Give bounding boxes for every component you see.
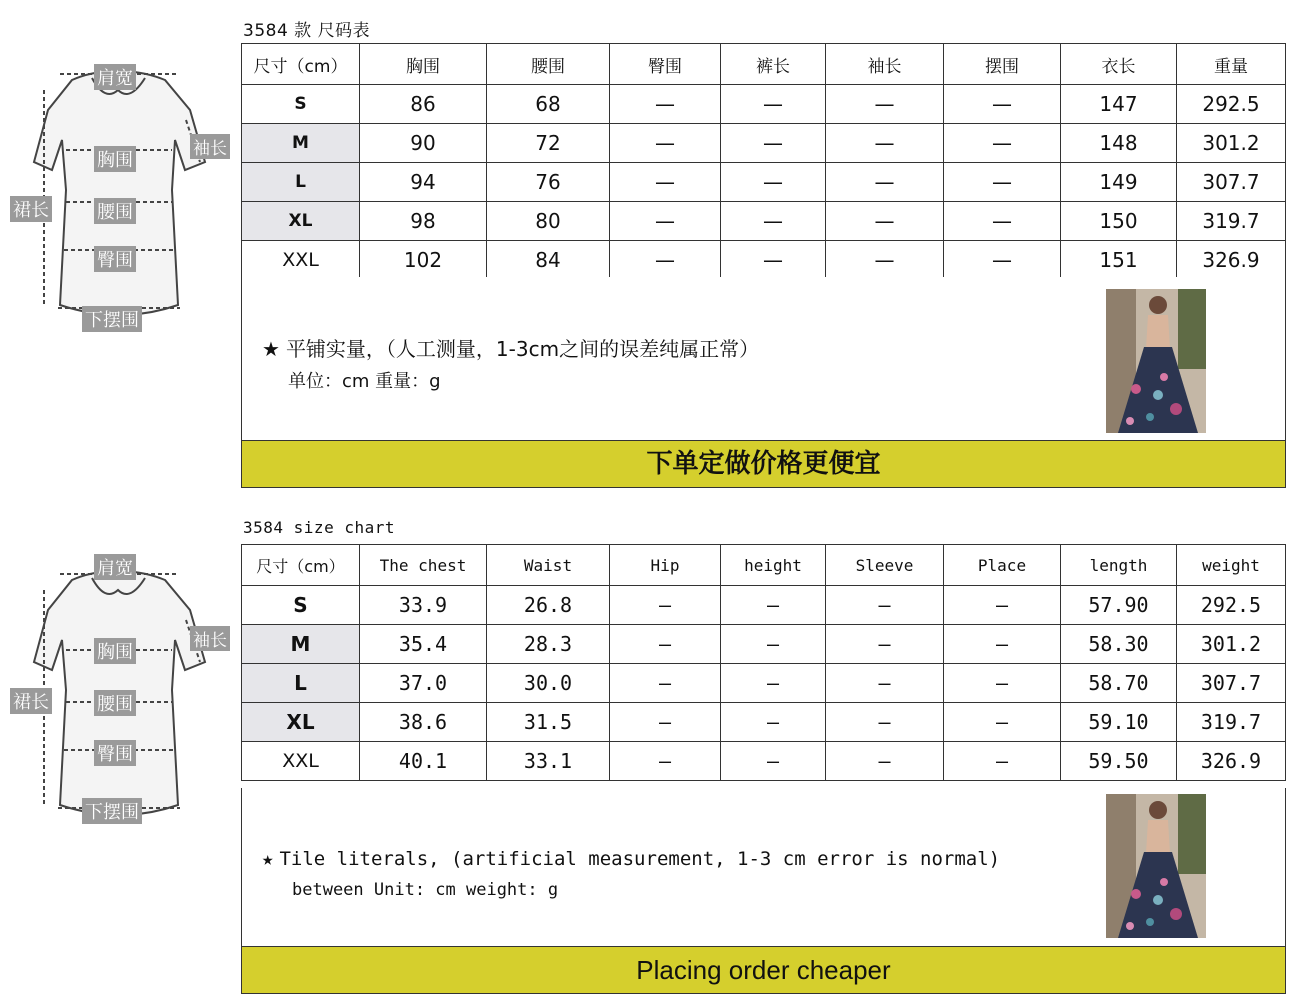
weight-cell: 292.5 — [1177, 586, 1286, 625]
waist-cell: 33.1 — [487, 742, 610, 781]
pants-length-cell: — — [721, 124, 826, 163]
sleeve-cell: — — [826, 124, 944, 163]
length-cell: 57.90 — [1061, 586, 1177, 625]
size-cell: L — [242, 163, 360, 202]
size-cell: XXL — [242, 241, 360, 280]
chest-cell: 40.1 — [360, 742, 487, 781]
waist-cell: 31.5 — [487, 703, 610, 742]
header-weight: weight — [1177, 545, 1286, 586]
table-row — [242, 703, 1286, 742]
weight-cell: 307.7 — [1177, 664, 1286, 703]
header-height: height — [721, 545, 826, 586]
table-row — [242, 163, 1286, 202]
sleeve-cell: — — [826, 163, 944, 202]
diagram-label-skirt-length: 裙长 — [10, 688, 52, 714]
height-cell: — — [721, 586, 826, 625]
hip-cell: — — [610, 664, 721, 703]
product-photo — [1106, 289, 1206, 433]
pants-length-cell: — — [721, 241, 826, 280]
sleeve-cell: — — [826, 586, 944, 625]
table-row — [242, 625, 1286, 664]
header-chest: The chest — [360, 545, 487, 586]
hip-cell: — — [610, 124, 721, 163]
header-length: length — [1061, 545, 1177, 586]
height-cell: — — [721, 625, 826, 664]
header-waist: Waist — [487, 545, 610, 586]
waist-cell: 84 — [487, 241, 610, 280]
diagram-label-hem: 下摆围 — [82, 306, 142, 332]
chest-cell: 33.9 — [360, 586, 487, 625]
pants-length-cell: — — [721, 85, 826, 124]
height-cell: — — [721, 742, 826, 781]
size-cell: XL — [242, 703, 360, 742]
chest-cell: 102 — [360, 241, 487, 280]
hem-cell: — — [944, 124, 1061, 163]
hip-cell: — — [610, 625, 721, 664]
chest-cell: 37.0 — [360, 664, 487, 703]
header-length: 衣长 — [1061, 44, 1177, 85]
hem-cell: — — [944, 163, 1061, 202]
table-row — [242, 241, 1286, 280]
diagram-label-chest: 胸围 — [94, 146, 136, 172]
dress-diagram — [0, 50, 240, 350]
length-cell: 149 — [1061, 163, 1177, 202]
diagram-label-waist: 腰围 — [94, 198, 136, 224]
measurement-note-text: Tile literals, (artificial measurement, 1-3 cm error is normal) — [279, 848, 1001, 870]
waist-cell: 72 — [487, 124, 610, 163]
waist-cell: 68 — [487, 85, 610, 124]
length-cell: 148 — [1061, 124, 1177, 163]
diagram-label-shoulder: 肩宽 — [94, 64, 136, 90]
sleeve-cell: — — [826, 703, 944, 742]
size-table — [241, 544, 1286, 781]
header-weight: 重量 — [1177, 44, 1286, 85]
product-photo-art — [1106, 289, 1206, 433]
weight-cell: 326.9 — [1177, 742, 1286, 781]
sleeve-cell: — — [826, 625, 944, 664]
header-waist: 腰围 — [487, 44, 610, 85]
chart-caption: 3584 款 尺码表 — [243, 21, 371, 41]
diagram-label-sleeve: 袖长 — [190, 134, 230, 159]
pants-length-cell: — — [721, 163, 826, 202]
order-banner: 下单定做价格更便宜 — [241, 440, 1286, 488]
waist-cell: 30.0 — [487, 664, 610, 703]
hip-cell: — — [610, 703, 721, 742]
hem-cell: — — [944, 241, 1061, 280]
length-cell: 147 — [1061, 85, 1177, 124]
star-icon: ★ — [262, 848, 274, 870]
table-row — [242, 742, 1286, 781]
size-cell: S — [242, 586, 360, 625]
hip-cell: — — [610, 202, 721, 241]
height-cell: — — [721, 664, 826, 703]
note-box — [241, 277, 1286, 441]
diagram-label-hip: 臀围 — [94, 246, 136, 272]
size-cell: M — [242, 625, 360, 664]
hip-cell: — — [610, 586, 721, 625]
size-table — [241, 43, 1286, 280]
height-cell: — — [721, 703, 826, 742]
waist-cell: 28.3 — [487, 625, 610, 664]
chest-cell: 90 — [360, 124, 487, 163]
header-size: 尺寸（cm） — [242, 545, 360, 586]
pants-length-cell: — — [721, 202, 826, 241]
table-header-row — [242, 545, 1286, 586]
sleeve-cell: — — [826, 241, 944, 280]
header-hip: Hip — [610, 545, 721, 586]
sleeve-cell: — — [826, 85, 944, 124]
measurement-note — [262, 848, 1000, 870]
chest-cell: 94 — [360, 163, 487, 202]
place-cell: — — [944, 664, 1061, 703]
size-cell: M — [242, 124, 360, 163]
hip-cell: — — [610, 241, 721, 280]
hip-cell: — — [610, 85, 721, 124]
weight-cell: 319.7 — [1177, 202, 1286, 241]
size-cell: XL — [242, 202, 360, 241]
sleeve-cell: — — [826, 664, 944, 703]
header-hip: 臀围 — [610, 44, 721, 85]
length-cell: 59.50 — [1061, 742, 1177, 781]
weight-cell: 326.9 — [1177, 241, 1286, 280]
length-cell: 151 — [1061, 241, 1177, 280]
hem-cell: — — [944, 85, 1061, 124]
header-sleeve: 袖长 — [826, 44, 944, 85]
chest-cell: 38.6 — [360, 703, 487, 742]
diagram-label-hem: 下摆围 — [82, 798, 142, 824]
length-cell: 58.30 — [1061, 625, 1177, 664]
dress-diagram — [0, 550, 240, 850]
table-row — [242, 202, 1286, 241]
diagram-label-sleeve: 袖长 — [190, 626, 230, 651]
chest-cell: 98 — [360, 202, 487, 241]
header-place: Place — [944, 545, 1061, 586]
waist-cell: 80 — [487, 202, 610, 241]
weight-cell: 292.5 — [1177, 85, 1286, 124]
hip-cell: — — [610, 163, 721, 202]
chest-cell: 35.4 — [360, 625, 487, 664]
weight-cell: 301.2 — [1177, 625, 1286, 664]
star-icon: ★ — [262, 337, 280, 361]
product-photo-art — [1106, 794, 1206, 938]
header-chest: 胸围 — [360, 44, 487, 85]
diagram-label-hip: 臀围 — [94, 740, 136, 766]
unit-note: between Unit: cm weight: g — [292, 880, 559, 900]
place-cell: — — [944, 742, 1061, 781]
place-cell: — — [944, 703, 1061, 742]
table-header-row — [242, 44, 1286, 85]
waist-cell: 76 — [487, 163, 610, 202]
hip-cell: — — [610, 742, 721, 781]
table-row — [242, 586, 1286, 625]
size-cell: S — [242, 85, 360, 124]
place-cell: — — [944, 625, 1061, 664]
header-size: 尺寸（cm） — [242, 44, 360, 85]
diagram-label-chest: 胸围 — [94, 638, 136, 664]
header-hem: 摆围 — [944, 44, 1061, 85]
product-photo — [1106, 794, 1206, 938]
table-row — [242, 124, 1286, 163]
hem-cell: — — [944, 202, 1061, 241]
weight-cell: 301.2 — [1177, 124, 1286, 163]
table-row — [242, 85, 1286, 124]
diagram-label-waist: 腰围 — [94, 690, 136, 716]
chart-caption: 3584 size chart — [243, 518, 395, 537]
header-pants-length: 裤长 — [721, 44, 826, 85]
weight-cell: 319.7 — [1177, 703, 1286, 742]
size-cell: XXL — [242, 742, 360, 781]
length-cell: 59.10 — [1061, 703, 1177, 742]
table-row — [242, 664, 1286, 703]
header-sleeve: Sleeve — [826, 545, 944, 586]
diagram-label-shoulder: 肩宽 — [94, 554, 136, 580]
chest-cell: 86 — [360, 85, 487, 124]
sleeve-cell: — — [826, 202, 944, 241]
waist-cell: 26.8 — [487, 586, 610, 625]
size-cell: L — [242, 664, 360, 703]
sleeve-cell: — — [826, 742, 944, 781]
note-box — [241, 788, 1286, 947]
measurement-note — [262, 333, 759, 362]
length-cell: 150 — [1061, 202, 1177, 241]
measurement-note-text: 平铺实量，（人工测量，1-3cm之间的误差纯属正常） — [285, 337, 760, 361]
place-cell: — — [944, 586, 1061, 625]
diagram-label-skirt-length: 裙长 — [10, 196, 52, 222]
weight-cell: 307.7 — [1177, 163, 1286, 202]
unit-note: 单位：cm 重量：g — [288, 371, 441, 392]
order-banner: Placing order cheaper — [241, 946, 1286, 994]
length-cell: 58.70 — [1061, 664, 1177, 703]
